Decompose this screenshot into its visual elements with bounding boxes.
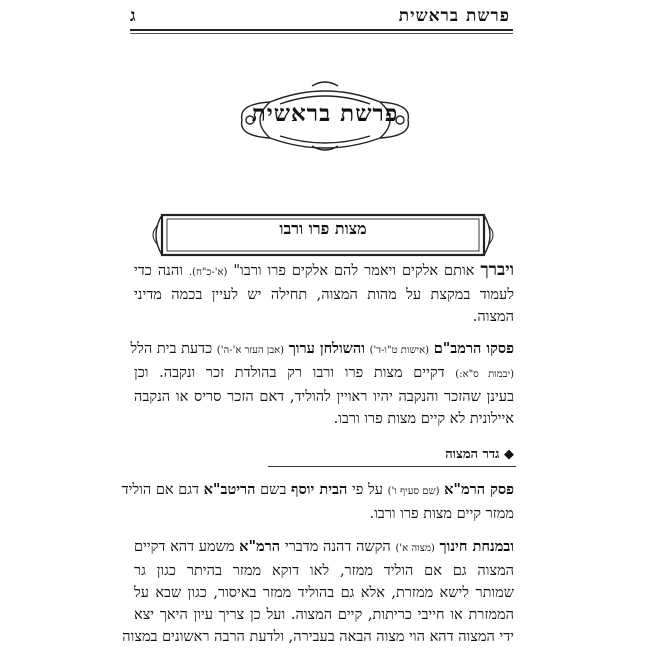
text-line: (יבמות ס"א:) דקיים מצות פרו ורבו רק בהולדת זכר ונקבה. וכן [134, 365, 514, 381]
paragraph-minchat-chinuch [122, 536, 515, 648]
text-line: ידי המצוה דהא הוי מצוה הבאה בעבירה, ולדעת הרבה ראשונים במצוה [122, 629, 514, 645]
header-rule-thin [130, 33, 513, 34]
text-line: המצוה. [472, 309, 514, 325]
text-line: פסקו הרמב"ם (אישות ט"ו-ד') והשולחן ערוך (אבן העזר א'-ה') כדעת בית הלל [130, 340, 514, 357]
text-line: המצוה גם אם הוליד ממזר, לאו דוקא ממזר בהיתר כגון גר [134, 563, 514, 579]
page-number: ג [130, 6, 136, 26]
paragraph-rema [121, 479, 514, 525]
text-line: איילונית לא קיים מצות פרו ורבו. [333, 411, 514, 427]
text-line: לעמוד במקצת על מהות המצוה, תחילה יש לעיין בכמה מדיני [134, 287, 514, 303]
section-title: מצות פרו ורבו [279, 219, 367, 238]
text-line: ובמנחת חינוך (מצוה א') הקשה דהנה מדברי הרמ"א משמע דהא דקיים [134, 538, 515, 555]
diamond-bullet-icon: ◆ [504, 447, 514, 462]
parsha-title: פרשת בראשית [251, 100, 399, 127]
text-line: פסק הרמ"א (שם סעיף ו') על פי הבית יוסף בשם הריטב"א דגם אם הוליד [121, 481, 514, 498]
text-line: בעינן שהזכר והנקבה יהיו ראויין להוליד, דאם הזכר סריס או הנקבה [134, 389, 514, 405]
paragraph-intro [134, 259, 514, 328]
drop-word: ויברך [480, 260, 515, 280]
paragraph-rambam [130, 338, 514, 430]
text-line: ממזר קיים מצות פרו ורבו. [369, 506, 514, 522]
text-line: הממזרת או חייבי כריתות, קיים המצוה. ועל כן צריך עיון היאך יצא [134, 607, 514, 623]
running-title: פרשת בראשית [398, 6, 510, 26]
header-rule [130, 29, 513, 31]
running-header [130, 6, 510, 28]
text-line: שמותר לישא ממזרת, אלא גם בהוליד ממזר באיסור, כגון שבא על [134, 585, 514, 601]
text-line: ויברך אותם אלקים ויאמר להם אלקים פרו ורבו" (א'-כ"ח). והנה כדי [134, 260, 515, 280]
subsection-heading: ◆ גדר המצוה [445, 447, 514, 462]
subsection-rule [268, 466, 516, 467]
